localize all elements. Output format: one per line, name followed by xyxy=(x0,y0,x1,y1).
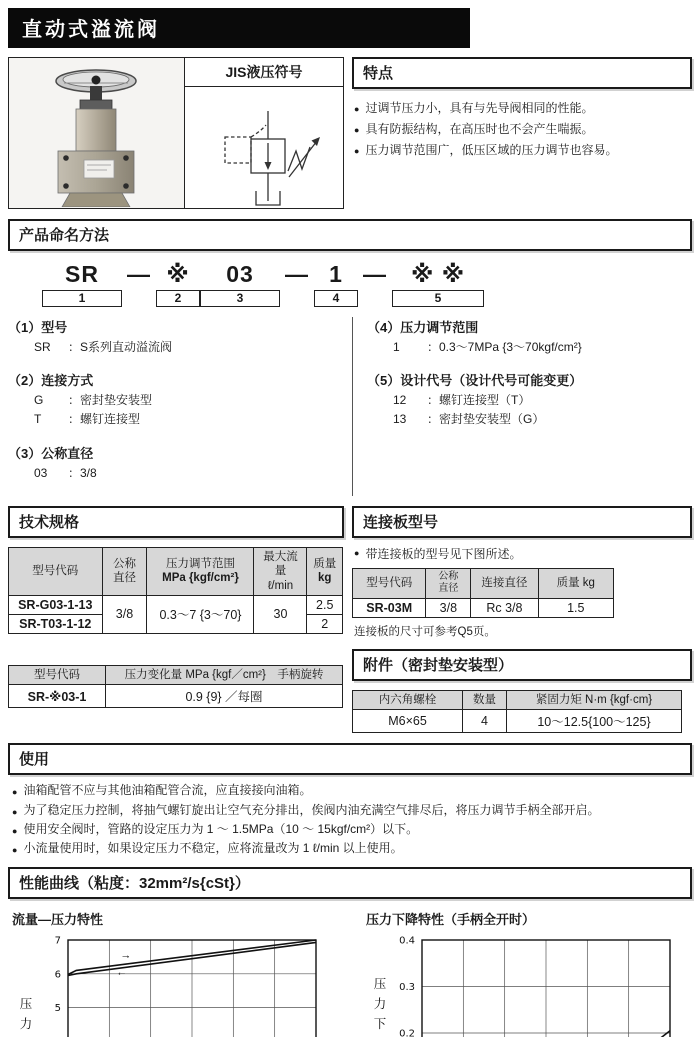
svg-text:力: 力 xyxy=(19,1016,33,1031)
bullet-icon: ● xyxy=(354,104,360,114)
def-code: 12 xyxy=(393,393,407,408)
def-label: （2）连接方式 xyxy=(8,373,94,389)
usage-text: 为了稳定压力控制，将抽气螺钉旋出让空气充分排出，俟阀内油充满空气排尽后，将压力调节手柄全部开启。 xyxy=(23,802,600,817)
chart-title-flow-pressure: 流量—压力特性 xyxy=(12,911,104,927)
def-desc: ：密封垫安装型（G） xyxy=(427,412,545,427)
feature-text: 压力调节范围广，低压区域的压力调节也容易。 xyxy=(365,143,618,157)
def-desc: ：密封垫安装型 xyxy=(68,393,153,408)
spec-cell-mass: 2.5 xyxy=(307,595,343,614)
svg-text:→: → xyxy=(120,949,132,962)
usage-text: 油箱配管不应与其他油箱配管合流，应直接接向油箱。 xyxy=(23,783,312,798)
usage-item xyxy=(10,839,692,858)
svg-text:7: 7 xyxy=(54,935,61,947)
def-code: 03 xyxy=(34,465,48,480)
pressure-drop-chart xyxy=(362,930,692,1037)
handle-cell-model: SR-※03-1 xyxy=(9,685,106,708)
def-label: （3）公称直径 xyxy=(8,445,94,461)
spec-cell-flow: 30 xyxy=(254,595,307,633)
plate-table xyxy=(352,568,614,618)
usage-item xyxy=(10,781,692,800)
svg-text:0.2: 0.2 xyxy=(399,1028,415,1037)
jis-symbol-header: JIS液压符号 xyxy=(185,58,343,87)
table-row xyxy=(9,595,343,614)
performance-section-title: 性能曲线（粘度：32mm²/s{cSt}） xyxy=(8,867,692,899)
usage-text: 小流量使用时，如果设定压力不稳定，应将流量改为 1 ℓ/min 以上使用。 xyxy=(23,841,403,856)
flow-pressure-chart xyxy=(8,930,338,1037)
spec-cell-model: SR-T03-1-12 xyxy=(9,614,103,633)
accessory-cell-qty: 4 xyxy=(463,710,507,733)
svg-text:力: 力 xyxy=(373,996,387,1011)
bullet-icon: ● xyxy=(12,845,18,856)
features-title: 特点 xyxy=(352,57,692,89)
plate-header-diameter: 公称 直径 xyxy=(426,568,471,598)
valve-photo-illustration xyxy=(12,59,182,207)
spec-cell-model: SR-G03-1-13 xyxy=(9,595,103,614)
product-photo xyxy=(9,58,185,208)
model-code-boxes xyxy=(42,290,692,307)
plate-cell-diameter: 3/8 xyxy=(426,598,471,617)
plate-cell-connection: Rc 3/8 xyxy=(471,598,538,617)
accessory-header-bolt: 内六角螺栓 xyxy=(353,690,463,709)
def-label: （5）设计代号（设计代号可能变更） xyxy=(367,373,583,389)
svg-text:6: 6 xyxy=(54,969,61,981)
accessory-cell-torque: 10～12.5{100～125} xyxy=(507,710,682,733)
model-code-part: ※ ※ xyxy=(410,261,466,287)
def-label: （4）压力调节范围 xyxy=(367,320,479,335)
plate-header-model: 型号代码 xyxy=(353,568,426,598)
accessory-header-qty: 数量 xyxy=(463,690,507,709)
def-code: 13 xyxy=(393,412,407,427)
feature-item xyxy=(352,98,692,119)
model-code-part: SR xyxy=(65,261,99,287)
plate-note-text: 带连接板的型号见下图所述。 xyxy=(365,546,522,561)
handle-header-value: 压力变化量 MPa {kgf／cm²} 手柄旋转 xyxy=(106,665,343,684)
feature-item xyxy=(352,119,692,140)
accessory-header-torque: 紧固力矩 N·m {kgf·cm} xyxy=(507,690,682,709)
naming-defs-left xyxy=(8,317,344,496)
model-code-dash: — xyxy=(127,261,151,287)
flow-pressure-chart-block xyxy=(8,907,338,1037)
svg-text:0.3: 0.3 xyxy=(399,981,415,993)
def-desc: ：0.3～7MPa {3～70kgf/cm²} xyxy=(427,340,582,354)
plate-cell-model: SR-03M xyxy=(353,598,426,617)
spec-section-title: 技术规格 xyxy=(8,506,344,538)
code-box-2: 2 xyxy=(156,290,200,307)
accessory-section-title: 附件（密封垫安装型） xyxy=(352,649,692,681)
def-code: 1 xyxy=(393,340,400,354)
jis-symbol-cell xyxy=(185,58,343,208)
plate-section-title: 连接板型号 xyxy=(352,506,692,538)
spec-header-diameter: 公称 直径 xyxy=(102,547,147,595)
accessory-table xyxy=(352,690,682,733)
model-code-line xyxy=(42,261,692,288)
svg-text:0.4: 0.4 xyxy=(399,935,415,947)
table-row xyxy=(353,710,682,733)
feature-item xyxy=(352,140,692,161)
usage-item xyxy=(10,820,692,839)
spec-cell-mass: 2 xyxy=(307,614,343,633)
bullet-icon: ● xyxy=(12,806,18,817)
def-label: （1）型号 xyxy=(8,320,68,335)
bullet-icon: ● xyxy=(354,547,360,558)
naming-defs-right xyxy=(352,317,692,496)
code-box-5: 5 xyxy=(392,290,484,307)
svg-text:下: 下 xyxy=(373,1016,387,1031)
spec-cell-range: 0.3～7 {3～70} xyxy=(147,595,254,633)
model-code-part: 03 xyxy=(226,261,254,287)
code-box-4: 4 xyxy=(314,290,358,307)
spec-section xyxy=(8,506,344,733)
model-code-dash: — xyxy=(285,261,309,287)
chart-title-pressure-drop: 压力下降特性（手柄全开时） xyxy=(366,911,536,927)
usage-item xyxy=(10,801,692,820)
spec-header-model: 型号代码 xyxy=(9,547,103,595)
page-title: 直动式溢流阀 xyxy=(8,8,470,48)
def-desc: ：螺钉连接型（T） xyxy=(427,393,531,408)
plate-section xyxy=(352,506,692,733)
table-row xyxy=(353,598,614,617)
feature-text: 过调节压力小，具有与先导阀相同的性能。 xyxy=(365,101,594,115)
pressure-drop-chart-block xyxy=(362,907,692,1037)
spec-header-mass: 质量 kg xyxy=(307,547,343,595)
handle-header-model: 型号代码 xyxy=(9,665,106,684)
spec-cell-diameter: 3/8 xyxy=(102,595,147,633)
handle-rotation-table xyxy=(8,665,343,708)
plate-cell-mass: 1.5 xyxy=(538,598,613,617)
svg-text:压: 压 xyxy=(19,996,33,1011)
usage-list xyxy=(10,781,692,859)
bullet-icon: ● xyxy=(354,125,360,135)
usage-section-title: 使用 xyxy=(8,743,692,775)
usage-text: 使用安全阀时，管路的设定压力为 1 ～ 1.5MPa（10 ～ 15kgf/cm²）以下。 xyxy=(23,822,419,836)
def-code: G xyxy=(34,393,44,408)
def-code: SR xyxy=(34,340,51,354)
svg-text:5: 5 xyxy=(54,1003,61,1015)
def-code: T xyxy=(34,412,42,427)
spec-table xyxy=(8,547,343,634)
spec-header-range: 压力调节范围 MPa {kgf/cm²} xyxy=(147,547,254,595)
jis-relief-valve-symbol xyxy=(185,87,343,213)
bullet-icon: ● xyxy=(12,826,18,836)
accessory-cell-bolt: M6×65 xyxy=(353,710,463,733)
svg-text:←: ← xyxy=(116,966,128,979)
table-row xyxy=(9,685,343,708)
plate-header-connection: 连接直径 xyxy=(471,568,538,598)
def-desc: ：S系列直动溢流阀 xyxy=(68,340,173,354)
svg-text:压: 压 xyxy=(373,976,387,991)
plate-header-mass: 质量 kg xyxy=(538,568,613,598)
def-desc: ：螺钉连接型 xyxy=(68,412,141,427)
naming-section-title: 产品命名方法 xyxy=(8,219,692,251)
code-box-1: 1 xyxy=(42,290,122,307)
model-code-part: 1 xyxy=(329,261,343,287)
spec-header-flow: 最大流量 ℓ/min xyxy=(254,547,307,595)
def-desc: ：3/8 xyxy=(68,465,97,480)
plate-note xyxy=(352,545,692,562)
handle-cell-value: 0.9 {9} ／每圈 xyxy=(106,685,343,708)
feature-text: 具有防振结构，在高压时也不会产生喘振。 xyxy=(365,122,594,136)
code-box-3: 3 xyxy=(200,290,280,307)
bullet-icon: ● xyxy=(12,787,18,798)
model-code-dash: — xyxy=(363,261,387,287)
bullet-icon: ● xyxy=(354,146,360,156)
plate-footnote: 连接板的尺寸可参考Q5页。 xyxy=(354,625,496,638)
product-photo-panel xyxy=(8,57,344,209)
model-code-part: ※ xyxy=(166,261,190,287)
features-section xyxy=(352,57,692,209)
